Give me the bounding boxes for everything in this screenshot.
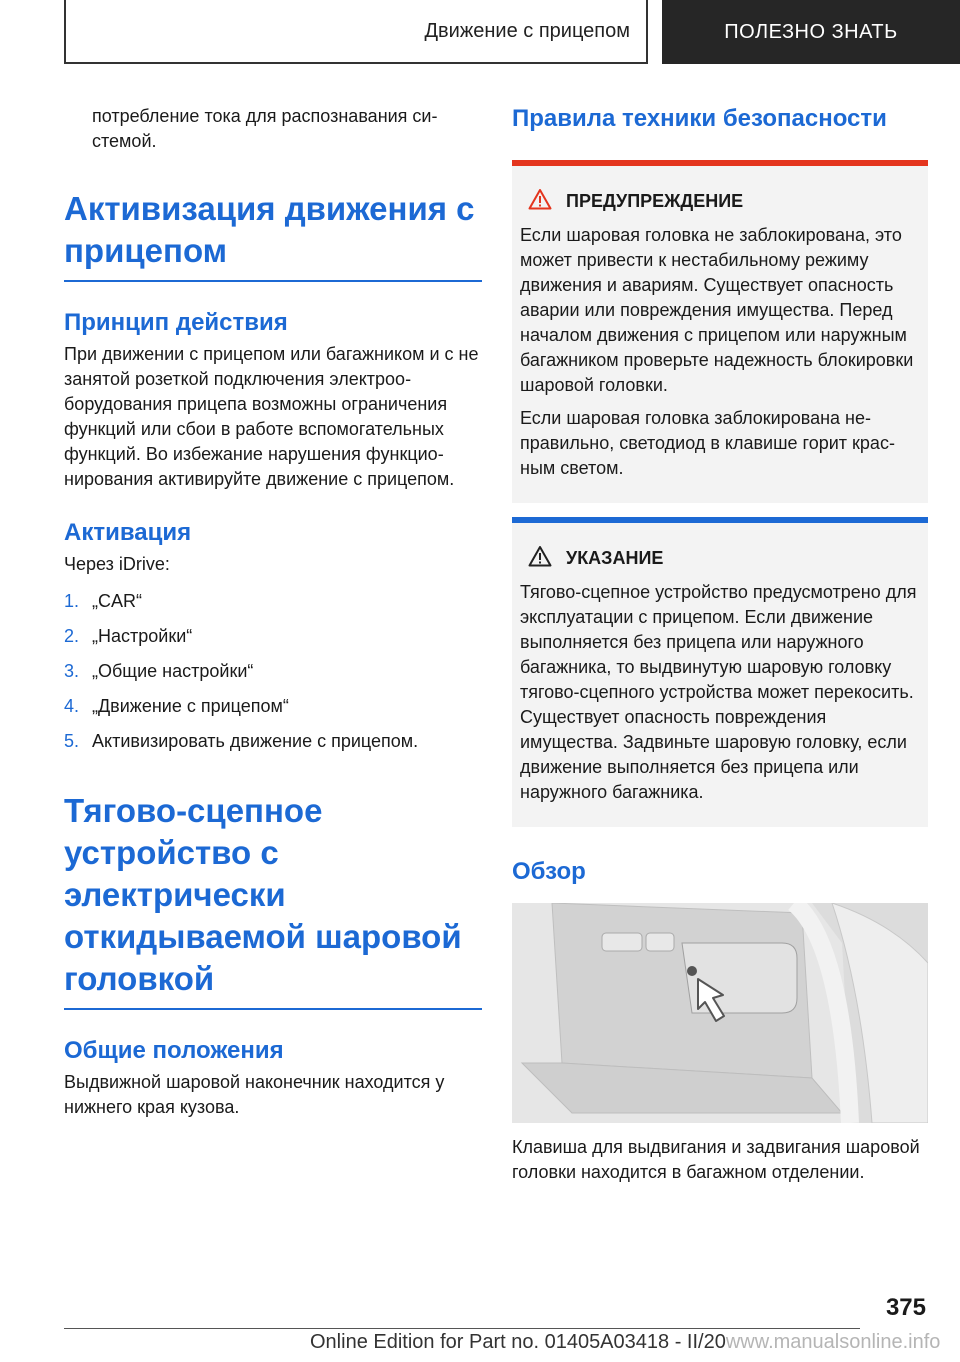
principle-text: При движении с прицепом или багажником и с не занятой розеткой подключения электрооборудования прицепа возможны ограничения функций или сбои в работе вспомогательных функций. Во избежание нарушения функционирования активируйте движение с прицепом.	[64, 344, 479, 489]
warning-label: ПРЕДУПРЕЖДЕНИЕ	[566, 191, 744, 211]
warning-paragraph: Если шаровая головка не заблокирована, это может привести к нестабильному режиму движения и авариям. Существует опасность аварии или повреждения имущества. Перед началом движения с прицепом или наружным багажником проверьте надежность блокировки шаровой головки.	[520, 225, 914, 395]
list-item	[64, 589, 482, 614]
step-text: „Настройки“	[92, 626, 193, 646]
right-column	[512, 104, 928, 1185]
list-item	[64, 659, 482, 684]
page-number: 375	[885, 1294, 926, 1321]
header-chapter	[662, 0, 960, 64]
trunk-button-illustration	[512, 903, 928, 1123]
footer-divider	[64, 1328, 860, 1329]
caution-triangle-icon	[528, 545, 566, 572]
edition-note	[310, 1331, 960, 1354]
activation-steps	[64, 589, 482, 754]
note-label: УКАЗАНИЕ	[566, 548, 664, 568]
note-title	[528, 545, 920, 572]
step-number: 4.	[64, 696, 80, 716]
step-number: 5.	[64, 731, 80, 751]
safety-heading: Правила техники безопасности	[512, 105, 887, 132]
step-number: 2.	[64, 626, 80, 646]
header-section-title: Движение с прицепом	[424, 19, 630, 42]
note-paragraph: Тягово-сцепное устройство предусмотрено для эксплуатации с прицепом. Если движение выполняется без прицепа или наружного багажника, то выдвинутую шаровую головку тягово-сцепного устройства может перекосить. Существует опасность повреждения имущества. Задвиньте шаровую головку, если движение выполняется без прицепа или наружного багажника.	[520, 582, 917, 802]
image-caption: Клавиша для выдвигания и задвигания шаровой головки находится в багажном отделении.	[512, 1137, 920, 1182]
activation-subheading: Активация	[64, 519, 192, 546]
header-chapter-title: ПОЛЕЗНО ЗНАТЬ	[724, 20, 898, 43]
overview-heading: Обзор	[512, 858, 586, 885]
list-item	[64, 729, 482, 754]
warning-box	[512, 160, 928, 503]
warning-title	[528, 188, 920, 215]
warning-paragraph: Если шаровая головка заблокирована неправильно, светодиод в клавише горит красным светом.	[520, 408, 895, 478]
step-number: 1.	[64, 591, 80, 611]
intro-continued: потребление тока для распознавания системой.	[92, 106, 438, 151]
left-column	[64, 104, 482, 1120]
hitch-heading: Тягово-сцепное устройство с электрически откидываемой шаровой головкой	[64, 790, 482, 1010]
via-idrive: Через iDrive:	[64, 554, 170, 574]
step-text: „Общие настройки“	[92, 661, 254, 681]
warning-triangle-icon	[528, 188, 566, 215]
general-text: Выдвижной шаровой наконечник находится у нижнего края кузова.	[64, 1072, 445, 1117]
list-item	[64, 624, 482, 649]
activation-heading: Активизация движения с прицепом	[64, 188, 482, 282]
edition-text: Online Edition for Part no. 01405A03418 - II/20	[310, 1331, 726, 1353]
general-heading: Общие положения	[64, 1037, 284, 1064]
step-number: 3.	[64, 661, 80, 681]
principle-heading: Принцип действия	[64, 309, 288, 336]
step-text: „CAR“	[92, 591, 142, 611]
watermark: www.manualsonline.info	[725, 1331, 941, 1353]
step-text: Активизировать движение с прицепом.	[92, 731, 419, 751]
list-item	[64, 694, 482, 719]
header-section	[64, 0, 648, 64]
step-text: „Движение с прицепом“	[92, 696, 289, 716]
note-box	[512, 517, 928, 827]
